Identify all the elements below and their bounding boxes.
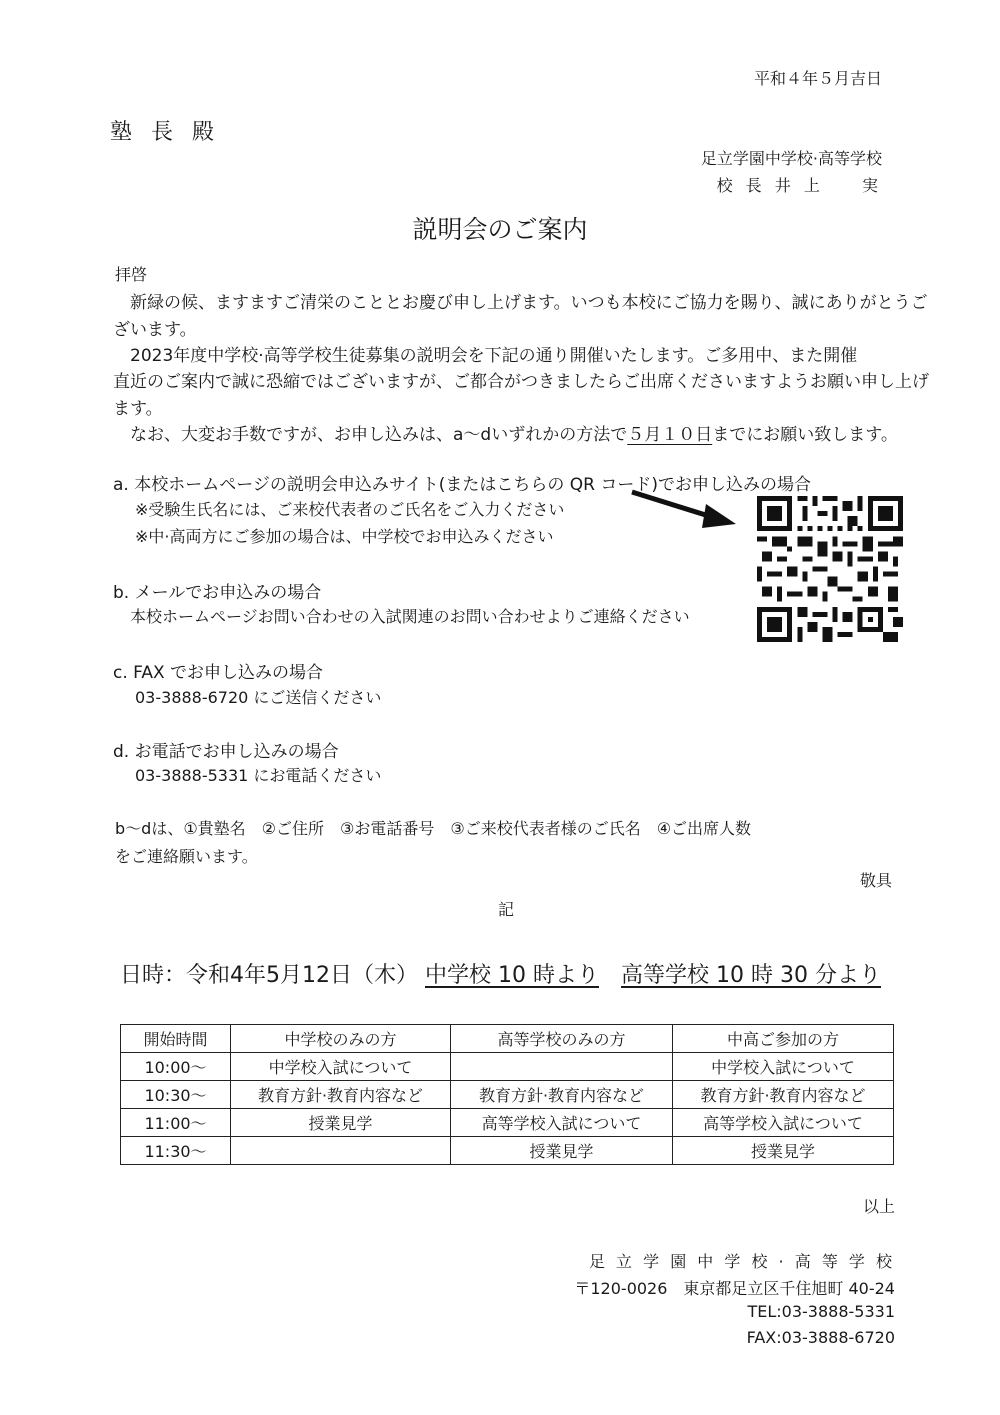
body-paragraph-1-line-2: ざいます。 <box>113 320 197 340</box>
table-cell: 高等学校入試について <box>451 1109 673 1137</box>
table-row <box>121 1081 894 1109</box>
schedule-table <box>120 1024 894 1165</box>
body-paragraph-3: なお、大変お手数ですが、お申し込みは、a〜dいずれかの方法で５月１０日までにお願い致します。 <box>130 425 898 445</box>
body-paragraph-2-line-2: 直近のご案内で誠に恐縮ではございますが、ご都合がつきましたらご出席くださいますようお願い申し上げ <box>113 372 929 392</box>
table-header-row <box>121 1025 894 1053</box>
footer-school: 足 立 学 園 中 学 校 · 高 等 学 校 <box>588 1252 895 1271</box>
table-cell-time: 10:00〜 <box>121 1053 231 1081</box>
table-cell: 高等学校入試について <box>673 1109 894 1137</box>
closing: 敬具 <box>859 871 892 890</box>
method-d-detail: 03-3888-5331 にお電話ください <box>135 766 382 785</box>
table-cell-time: 11:30〜 <box>121 1137 231 1165</box>
method-c-title: c. FAX でお申し込みの場合 <box>113 663 324 683</box>
event-junior-time: 中学校 10 時より <box>425 963 599 988</box>
footer-address: 〒120-0026 東京都足立区千住旭町 40-24 <box>574 1279 895 1298</box>
footer-fax: FAX:03-3888-6720 <box>746 1328 895 1347</box>
addressee: 塾 長 殿 <box>110 120 220 145</box>
table-cell: 教育方針·教育内容など <box>231 1081 451 1109</box>
contact-note-line-2: をご連絡願います。 <box>115 847 258 866</box>
arrow-right-icon <box>628 484 738 534</box>
table-header-cell: 高等学校のみの方 <box>451 1025 673 1053</box>
event-datetime: 日時：令和4年5月12日（木） <box>120 963 418 988</box>
event-datetime-line <box>120 958 881 989</box>
body-paragraph-2-line-1: 2023年度中学校·高等学校生徒募集の説明会を下記の通り開催いたします。ご多用中、また開催 <box>130 346 858 366</box>
method-d-title: d. お電話でお申し込みの場合 <box>113 742 339 762</box>
table-cell: 教育方針·教育内容など <box>673 1081 894 1109</box>
table-header-cell: 開始時間 <box>121 1025 231 1053</box>
table-row <box>121 1053 894 1081</box>
table-header-cell: 中学校のみの方 <box>231 1025 451 1053</box>
table-cell: 中学校入試について <box>673 1053 894 1081</box>
table-cell <box>231 1137 451 1165</box>
table-cell: 中学校入試について <box>231 1053 451 1081</box>
ki-mark: 記 <box>498 900 515 919</box>
event-senior-time: 高等学校 10 時 30 分より <box>621 963 881 988</box>
footer-tel: TEL:03-3888-5331 <box>747 1302 895 1321</box>
table-cell-time: 10:30〜 <box>121 1081 231 1109</box>
table-cell-time: 11:00〜 <box>121 1109 231 1137</box>
method-a-note-1: ※受験生氏名には、ご来校代表者のご氏名をご入力ください <box>135 500 565 519</box>
table-cell: 授業見学 <box>673 1137 894 1165</box>
table-row <box>121 1137 894 1165</box>
body-paragraph-1-line-1: 新緑の候、ますますご清栄のこととお慶び申し上げます。いつも本校にご協力を賜り、誠にありがとうご <box>130 293 928 313</box>
sender-school: 足立学園中学校·高等学校 <box>700 149 882 168</box>
table-header-cell: 中高ご参加の方 <box>673 1025 894 1053</box>
table-cell: 教育方針·教育内容など <box>451 1081 673 1109</box>
method-b-detail: 本校ホームページお問い合わせの入試関連のお問い合わせよりご連絡ください <box>130 607 690 626</box>
method-a-title: a. 本校ホームページの説明会申込みサイト(またはこちらの QR コード)でお申し込みの場合 <box>113 475 811 495</box>
sender-principal: 校 長 井 上 実 <box>716 176 882 195</box>
opening-greeting: 拝啓 <box>115 265 148 284</box>
table-cell <box>451 1053 673 1081</box>
method-b-title: b. メールでお申込みの場合 <box>113 583 322 603</box>
date: 平和４年５月吉日 <box>753 69 882 88</box>
deadline: ５月１０日 <box>627 425 713 445</box>
method-a-note-2: ※中·高両方にご参加の場合は、中学校でお申込みください <box>135 527 554 546</box>
end-mark: 以上 <box>862 1197 895 1216</box>
table-cell: 授業見学 <box>451 1137 673 1165</box>
method-c-detail: 03-3888-6720 にご送信ください <box>135 688 382 707</box>
table-cell: 授業見学 <box>231 1109 451 1137</box>
qr-code-icon <box>757 496 903 642</box>
body-paragraph-2-line-3: ます。 <box>113 399 163 419</box>
document-title: 説明会のご案内 <box>412 215 588 244</box>
contact-note-line-1: b〜dは、①貴塾名 ②ご住所 ③お電話番号 ③ご来校代表者様のご氏名 ④ご出席人数 <box>115 819 752 838</box>
table-row <box>121 1109 894 1137</box>
